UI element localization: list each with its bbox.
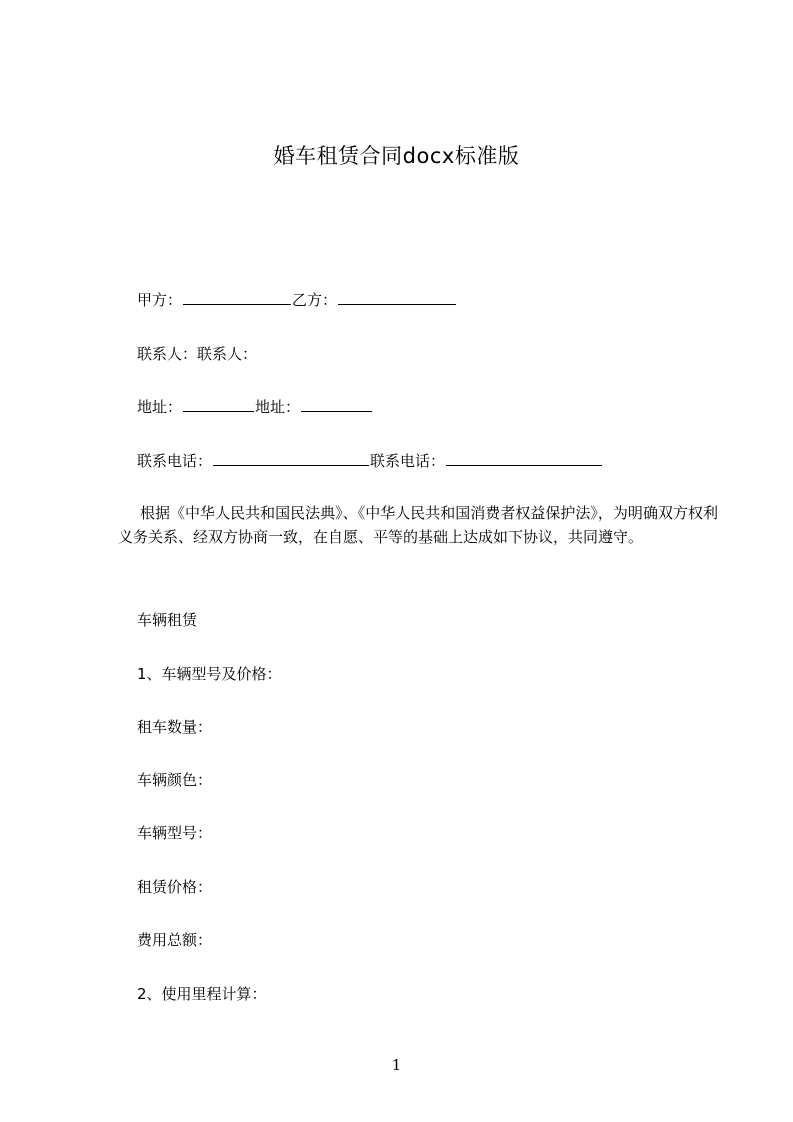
party-a-label: 甲方： xyxy=(137,291,183,309)
item-vehicle-model-price: 1、车辆型号及价格： xyxy=(137,665,282,683)
party-a-blank xyxy=(183,290,291,305)
phone-a-blank xyxy=(213,451,369,466)
address-b-blank xyxy=(301,397,372,412)
phone-b-label: 联系电话： xyxy=(370,452,446,470)
document-title: 婚车租赁合同docx标准版 xyxy=(273,144,520,168)
item-rental-price: 租赁价格： xyxy=(137,878,213,896)
section-heading: 车辆租赁 xyxy=(137,611,198,629)
phone-line xyxy=(137,451,603,471)
phone-b-blank xyxy=(446,451,602,466)
address-line xyxy=(137,397,373,417)
page-number: 1 xyxy=(391,1056,402,1074)
party-b-label: 乙方： xyxy=(292,291,338,309)
preamble-paragraph: 根据《中华人民共和国民法典》、《中华人民共和国消费者权益保护法》，为明确双方权利义务关系、经双方协商一致，在自愿、平等的基础上达成如下协议，共同遵守。 xyxy=(118,504,718,546)
item-vehicle-color: 车辆颜色： xyxy=(137,771,213,789)
address-a-label: 地址： xyxy=(137,398,183,416)
address-b-label: 地址： xyxy=(255,398,301,416)
party-line xyxy=(137,290,457,310)
item-total-cost: 费用总额： xyxy=(137,931,213,949)
item-mileage-calculation: 2、使用里程计算： xyxy=(137,985,267,1003)
item-rental-quantity: 租车数量： xyxy=(137,718,213,736)
address-a-blank xyxy=(183,397,254,412)
contact-line: 联系人：联系人： xyxy=(137,345,258,363)
phone-a-label: 联系电话： xyxy=(137,452,213,470)
party-b-blank xyxy=(338,290,456,305)
item-vehicle-model: 车辆型号： xyxy=(137,824,213,842)
